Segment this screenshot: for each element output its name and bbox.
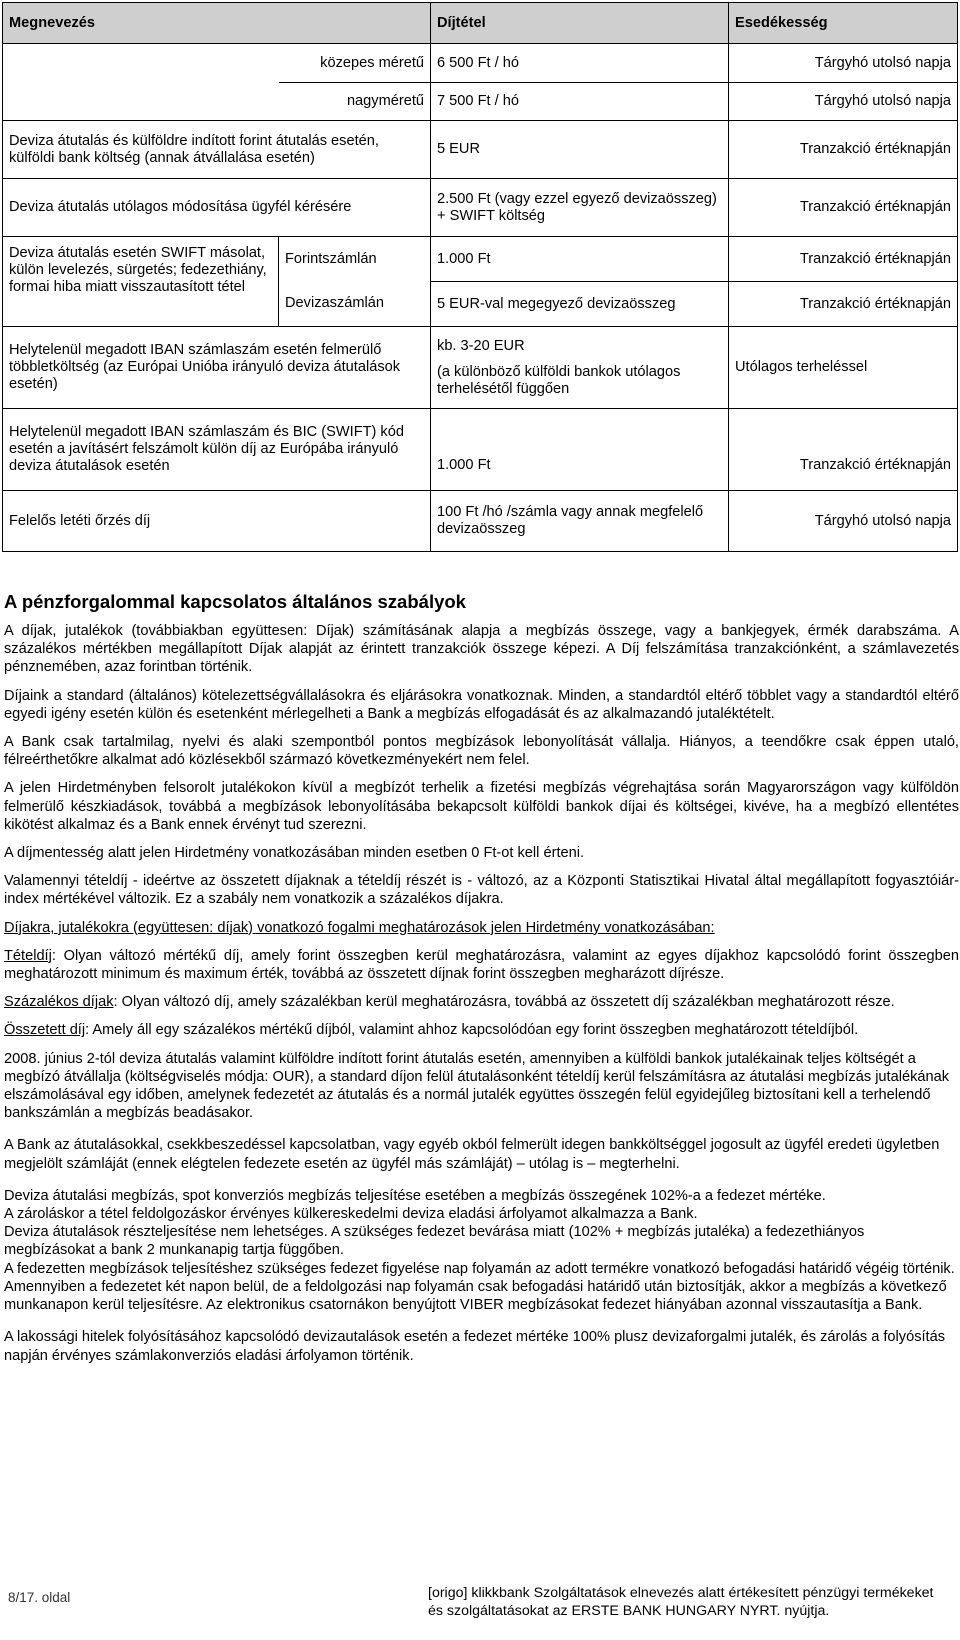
fee-line: kb. 3-20 EUR xyxy=(437,337,525,354)
paragraph: A díjmentesség alatt jelen Hirdetmény vonatkozásában minden esetben 0 Ft-ot kell érteni. xyxy=(4,845,585,862)
name-cell xyxy=(3,83,279,121)
sub-cell: Forintszámlán xyxy=(279,237,431,282)
due-cell: Tranzakció értéknapján xyxy=(729,237,958,282)
paragraph: 2008. június 2-tól deviza átutalás valamint külföldre indított forint átutalás esetén, amennyiben a külföldi bankok jutalékainak teljes költségét a megbízó átvállalja (költségviselés módja: OUR), a standard díjon felül átutalásonként tételdíj kerül felszámításra az átutalási megbízás jutalékának elszámolásával egy időben, amelynek fedezetét az átutalás és a normál jutalék együttes összegén felül egyidejűleg biztosítani kell a terhelendő bankszámlán a megbízás beadásakor. xyxy=(4,1050,950,1122)
definitions-heading: Díjakra, jutalékokra (együttesen: díjak) vonatkozó fogalmi meghatározások jelen Hirdetmény vonatkozásában: xyxy=(4,919,715,936)
paragraph: A jelen Hirdetményben felsorolt jutalékokon kívül a megbízót terhelik a fizetési megbízás végrehajtása során Magyarországon vagy külföldön felmerülő készkiadások, továbbá a megbízások lebonyolításába bekapcsolt külföldi bankok díjai és költségei, kivéve, ha a megbízó ellentétes kikötést alkalmaz és a Bank ennek érvényt tud szerezni. xyxy=(4,780,959,833)
table-header-row xyxy=(3,3,958,44)
due-cell: Tárgyhó utolsó napja xyxy=(729,83,958,121)
fee-table xyxy=(2,2,958,552)
definition-term: Százalékos díjak xyxy=(4,994,114,1011)
fee-cell: 6 500 Ft / hó xyxy=(431,44,729,83)
due-cell: Utólagos terheléssel xyxy=(729,327,958,409)
sub-cell: közepes méretű xyxy=(279,44,431,83)
table-row xyxy=(3,121,958,179)
name-cell: Felelős letéti őrzés díj xyxy=(3,491,431,552)
rules-text xyxy=(4,622,959,1375)
fee-cell: 5 EUR xyxy=(431,121,729,179)
section-title: A pénzforgalommal kapcsolatos általános szabályok xyxy=(4,591,466,612)
table-row xyxy=(3,44,958,83)
table-row xyxy=(3,491,958,552)
name-cell: Helytelenül megadott IBAN számlaszám esetén felmerülő többletköltség (az Európai Unióba irányuló deviza átutalások esetén) xyxy=(3,327,431,409)
fee-cell: 1.000 Ft xyxy=(431,409,729,491)
definition-term: Összetett díj xyxy=(4,1022,86,1039)
table-row xyxy=(3,83,958,121)
name-cell: Deviza átutalás és külföldre indított forint átutalás esetén, külföldi bank költség (annak átvállalása esetén) xyxy=(3,121,431,179)
paragraph: A díjak, jutalékok (továbbiakban együttesen: Díjak) számításának alapja a megbízás összege, vagy a bankjegyek, érmék darabszáma. A százalékos mértékben megállapított Díjak alapját az érintett tranzakciók összege képezi. A Díj felszámítása tranzakciónként, a számlavezetés pénznemében, azaz forintban történik. xyxy=(4,623,959,676)
paragraph: Valamennyi tételdíj - ideértve az összetett díjaknak a tételdíj részét is - változó, az a Központi Statisztikai Hivatal által megállapított fogyasztóiár- index mértékével változik. Ez a szabály nem vonatkozik a százalékos díjakra. xyxy=(4,873,959,908)
paragraph: A Bank csak tartalmilag, nyelvi és alaki szempontból pontos megbízások lebonyolítását vállalja. Hiányos, a teendőkre csak éppen utaló, félreérthetőkre alkalmat adó közlésekből származó következményekért nem felel. xyxy=(4,734,959,769)
paragraph: A lakossági hitelek folyósításához kapcsolódó devizautalások esetén a fedezet mértéke 100% plusz devizaforgalmi jutalék, és zárolás a folyósítás napján érvényes számlakonverziós eladási árfolyamon történik. xyxy=(4,1329,946,1364)
definition xyxy=(4,947,959,983)
fee-cell: 5 EUR-val megegyező devizaösszeg xyxy=(431,282,729,327)
name-cell xyxy=(3,44,279,83)
footer-note: [origo] klikkbank Szolgáltatások elnevezés alatt értékesített pénzügyi termékeket és szolgáltatásokat az ERSTE BANK HUNGARY NYRT. nyújtja. xyxy=(428,1585,934,1619)
name-cell: Deviza átutalás utólagos módosítása ügyfél kérésére xyxy=(3,179,431,237)
header-name: Megnevezés xyxy=(3,3,431,44)
paragraph: A fedezetten megbízások teljesítéshez szükséges fedezet figyelése nap folyamán az adott termékre vonatkozó befogadási határidő végéig történik. Amennyiben a fedezetet két napon belül, de a feldolgozási nap folyamán csak befogadási határidő után biztosítják, akkor a megbízás a következő munkanapon kerül teljesítésre. Az elektronikus csatornákon benyújtott VIBER megbízásokat fedezet hiányában azonnal visszautasítja a Bank. xyxy=(4,1260,955,1314)
header-fee: Díjtétel xyxy=(431,3,729,44)
due-cell: Tárgyhó utolsó napja xyxy=(729,491,958,552)
definition xyxy=(4,1021,959,1039)
paragraph: A Bank az átutalásokkal, csekkbeszedéssel kapcsolatban, vagy egyéb okból felmerült idegen bankköltséggel jogosult az ügyfél eredeti ügyletben megjelölt számláját (ennek elégtelen fedezete esetén az ügyfél más számláját) – utólag is – megterhelni. xyxy=(4,1137,940,1172)
fee-note: (a különböző külföldi bankok utólagos terhelésétől függően xyxy=(437,363,681,397)
definition-text: : Olyan változó díj, amely százalékban kerül meghatározásra, továbbá az összetett díj százalékban meghatározott része. xyxy=(113,994,895,1011)
fee-cell: 100 Ft /hó /számla vagy annak megfelelő devizaösszeg xyxy=(431,491,729,552)
fee-cell: 1.000 Ft xyxy=(431,237,729,282)
definition-text: : Olyan változó mértékű díj, amely forint összegben kerül meghatározásra, valamint az egyes díjakhoz kapcsolódó forint összegben meghatározott minimum és maximum érték, továbbá az összetett díjnak forint összegben megharázott díjrésze. xyxy=(4,947,959,983)
table-row xyxy=(3,237,958,282)
definition xyxy=(4,993,959,1011)
paragraph: Díjaink a standard (általános) kötelezettségvállalásokra és eljárásokra vonatkoznak. Minden, a standardtól eltérő többlet vagy a standardtól eltérő egyedi igény esetén külön és esetenként mérlegelheti a Bank a megbízás elfogadását és az alkalmazandó jutaléktételt. xyxy=(4,687,959,722)
paragraph: Deviza átutalási megbízás, spot konverziós megbízás teljesítése esetében a megbízás összegének 102%-a a fedezet mértéke. xyxy=(4,1187,826,1204)
due-cell: Tranzakció értéknapján xyxy=(729,179,958,237)
definition-text: : Amely áll egy százalékos mértékű díjból, valamint ahhoz kapcsolódóan egy forint összegben meghatározott tételdíjból. xyxy=(85,1022,859,1039)
due-cell: Tárgyhó utolsó napja xyxy=(729,44,958,83)
table-row xyxy=(3,179,958,237)
name-cell: Deviza átutalás esetén SWIFT másolat, külön levelezés, sürgetés; fedezethiány, formai hiba miatt visszautasított tétel xyxy=(3,237,279,327)
header-due: Esedékesség xyxy=(729,3,958,44)
due-cell: Tranzakció értéknapján xyxy=(729,282,958,327)
fee-cell: 7 500 Ft / hó xyxy=(431,83,729,121)
sub-cell: nagyméretű xyxy=(279,83,431,121)
fee-cell xyxy=(431,327,729,409)
fee-cell: 2.500 Ft (vagy ezzel egyező devizaösszeg) + SWIFT költség xyxy=(431,179,729,237)
sub-cell: Devizaszámlán xyxy=(279,282,431,327)
definition-term: Tételdíj xyxy=(4,947,52,964)
paragraph: A zároláskor a tétel feldolgozáskor érvényes külkereskedelmi deviza eladási árfolyamot alkalmazza a Bank. xyxy=(4,1206,698,1223)
name-cell: Helytelenül megadott IBAN számlaszám és BIC (SWIFT) kód esetén a javításért felszámolt külön díj az Európába irányuló deviza átutalások esetén xyxy=(3,409,431,491)
table-row xyxy=(3,409,958,491)
page-number: 8/17. oldal xyxy=(8,1590,71,1605)
table-row xyxy=(3,327,958,409)
due-cell: Tranzakció értéknapján xyxy=(729,409,958,491)
due-cell: Tranzakció értéknapján xyxy=(729,121,958,179)
paragraph: Deviza átutalások részteljesítése nem lehetséges. A szükséges fedezet bevárása miatt (102% + megbízás jutaléka) a fedezethiányos megbízásokat a bank 2 munkanapig tartja függőben. xyxy=(4,1224,865,1259)
